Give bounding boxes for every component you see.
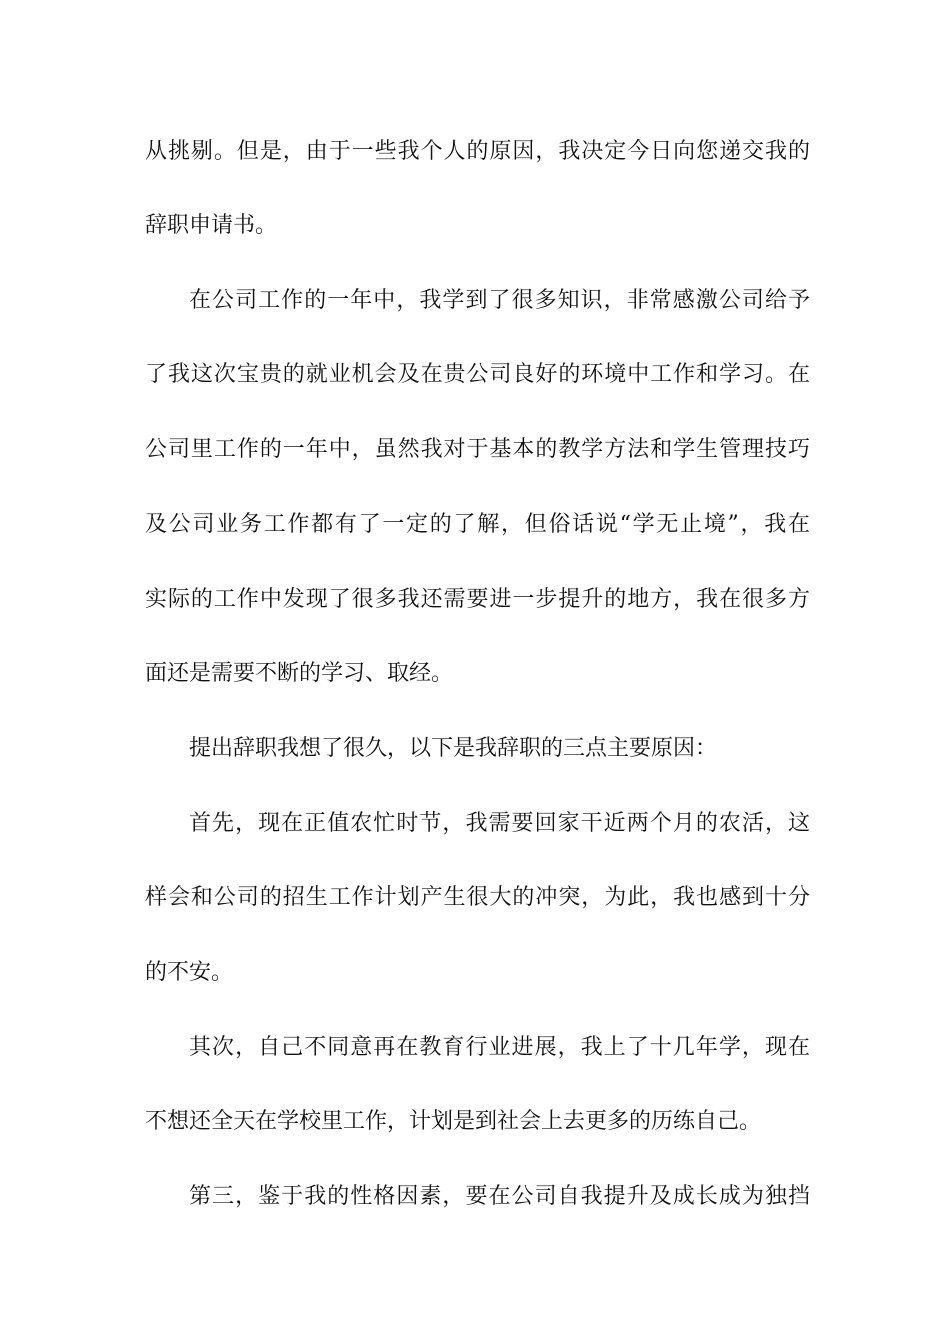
paragraph-first-line: 首先，现在正值农忙时节，我需要回家干近两个月的农活，这 xyxy=(189,811,810,836)
text-line: 及公司业务工作都有了一定的了解，但俗话说“学无止境”，我在 xyxy=(145,512,810,537)
text-line: 样会和公司的招生工作计划产生很大的冲突，为此，我也感到十分 xyxy=(145,885,810,910)
paragraph-first-line: 第三，鉴于我的性格因素，要在公司自我提升及成长成为独挡 xyxy=(189,1184,810,1209)
paragraph-first-line: 在公司工作的一年中，我学到了很多知识，非常感激公司给予 xyxy=(189,288,810,313)
text-line: 从挑剔。但是，由于一些我个人的原因，我决定今日向您递交我的 xyxy=(145,139,810,164)
text-line: 辞职申请书。 xyxy=(145,213,278,238)
text-line: 公司里工作的一年中，虽然我对于基本的教学方法和学生管理技巧 xyxy=(145,437,810,462)
text-line: 实际的工作中发现了很多我还需要进一步提升的地方，我在很多方 xyxy=(145,587,810,612)
paragraph-first-line: 其次，自己不同意再在教育行业进展，我上了十几年学，现在 xyxy=(189,1035,810,1060)
text-line: 的不安。 xyxy=(145,960,234,985)
text-line: 不想还全天在学校里工作，计划是到社会上去更多的历练自己。 xyxy=(145,1109,762,1134)
text-line: 了我这次宝贵的就业机会及在贵公司良好的环境中工作和学习。在 xyxy=(145,362,810,387)
paragraph-first-line: 提出辞职我想了很久，以下是我辞职的三点主要原因： xyxy=(189,736,718,761)
text-line: 面还是需要不断的学习、取经。 xyxy=(145,661,454,686)
